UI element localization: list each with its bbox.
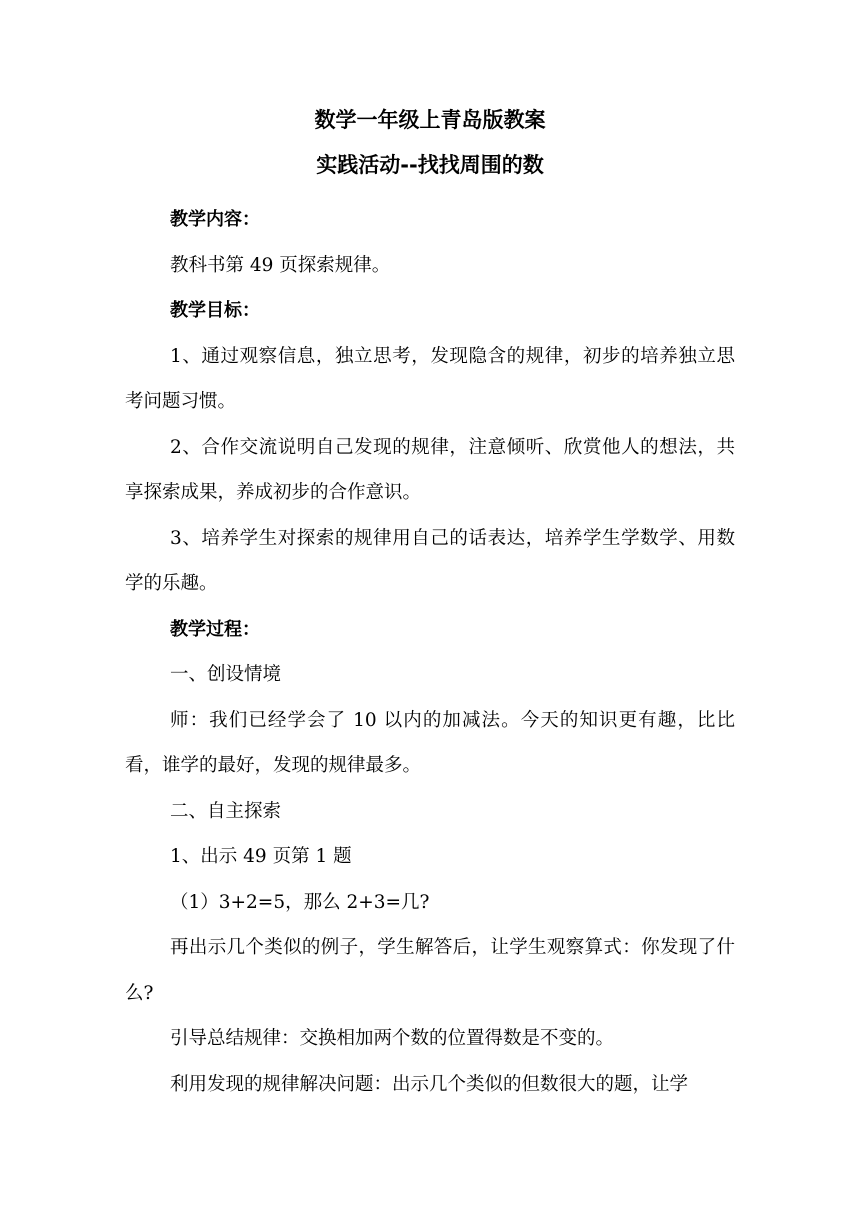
section-heading-process: 教学过程： xyxy=(170,618,260,640)
paragraph: 引导总结规律：交换相加两个数的位置得数是不变的。 xyxy=(170,1028,615,1049)
paragraph: 二、自主探索 xyxy=(170,800,282,822)
paragraph: 一、创设情境 xyxy=(170,664,282,685)
objective-item: 1、通过观察信息，独立思考，发现隐含的规律，初步的培养独立思考问题习惯。 xyxy=(125,345,735,412)
document-title: 数学一年级上青岛版教案 xyxy=(314,108,546,132)
paragraph: 教科书第 49 页探索规律。 xyxy=(170,254,391,276)
document-body xyxy=(125,197,735,1107)
document-subtitle: 实践活动--找找周围的数 xyxy=(316,153,544,177)
paragraph: 再出示几个类似的例子，学生解答后，让学生观察算式：你发现了什么? xyxy=(125,937,735,1004)
objective-item: 2、合作交流说明自己发现的规律，注意倾听、欣赏他人的想法，共享探索成果，养成初步的合作意识。 xyxy=(125,436,735,503)
paragraph: 师：我们已经学会了 10 以内的加减法。今天的知识更有趣，比比看，谁学的最好，发现的规律最多。 xyxy=(125,709,735,776)
paragraph: 1、出示 49 页第 1 题 xyxy=(170,846,352,867)
paragraph: （1）3+2=5，那么 2+3=几? xyxy=(170,891,430,913)
section-heading-objectives: 教学目标： xyxy=(170,300,260,321)
objective-item: 3、培养学生对探索的规律用自己的话表达，培养学生学数学、用数学的乐趣。 xyxy=(125,527,735,594)
paragraph: 利用发现的规律解决问题：出示几个类似的但数很大的题，让学 xyxy=(170,1073,689,1095)
section-heading-content: 教学内容： xyxy=(170,209,260,230)
